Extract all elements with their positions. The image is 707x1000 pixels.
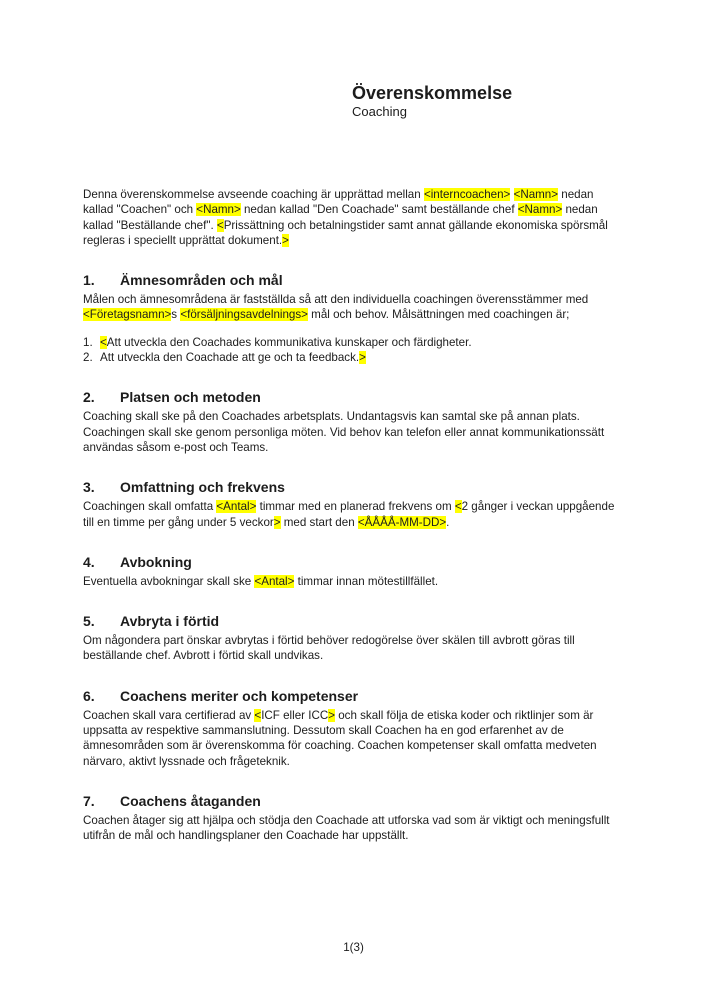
list-item bbox=[83, 335, 626, 350]
placeholder-highlight: > bbox=[282, 233, 289, 247]
text-run: Coachen åtager sig att hjälpa och stödja den Coachade att utforska vad som är viktigt och meningsfullt utifrån de mål och handlingsplaner den Coachade har uppställt. bbox=[83, 813, 610, 843]
page-footer bbox=[0, 940, 707, 955]
text-run: Prissättning och betalningstider samt annat gällande ekonomiska spörsmål regleras i speciellt upprättat dokument. bbox=[83, 218, 608, 247]
placeholder-highlight: > bbox=[328, 708, 335, 722]
placeholder-highlight: <Företagsnamn> bbox=[83, 308, 172, 322]
page-number: 1(3) bbox=[343, 941, 364, 954]
text-run: Coachingen skall omfatta bbox=[83, 500, 217, 514]
text-run: timmar med en planerad frekvens om bbox=[256, 500, 455, 514]
sections-container bbox=[83, 272, 626, 843]
section-heading bbox=[83, 554, 626, 571]
section-body bbox=[83, 708, 626, 769]
text-run: Om någondera part önskar avbrytas i förtid behöver redogörelse över skälen till avbrott göras till beställande chef. Avbrott i förtid skall undvikas. bbox=[83, 634, 575, 663]
document-header bbox=[83, 82, 626, 120]
section-title: Platsen och metoden bbox=[120, 389, 261, 406]
section-title: Avbokning bbox=[120, 553, 192, 570]
section-heading bbox=[83, 688, 626, 705]
list-item-text bbox=[100, 350, 626, 365]
section-heading bbox=[83, 613, 626, 630]
placeholder-highlight: <Namn> bbox=[517, 203, 563, 217]
text-run: nedan kallad "Den Coachade" samt beställande chef bbox=[240, 203, 518, 217]
placeholder-highlight: < bbox=[454, 500, 462, 514]
section-body bbox=[83, 409, 626, 455]
section-heading bbox=[83, 793, 626, 810]
text-run: Att utveckla den Coachades kommunikativa kunskaper och färdigheter. bbox=[106, 335, 472, 349]
agreement-section bbox=[83, 272, 626, 365]
text-run: Eventuella avbokningar skall ske bbox=[83, 574, 255, 588]
placeholder-highlight: <Antal> bbox=[254, 574, 295, 588]
document-subtitle: Coaching bbox=[352, 104, 407, 119]
placeholder-highlight: < bbox=[100, 335, 107, 349]
intro-paragraph bbox=[83, 187, 626, 248]
section-title: Coachens åtaganden bbox=[120, 792, 261, 809]
section-number: 1. bbox=[83, 272, 95, 289]
placeholder-highlight: > bbox=[359, 351, 366, 365]
text-run: s bbox=[171, 308, 181, 322]
text-run: och skall följa de etiska koder och riktlinjer som är uppsatta av respektive sammanslutning. Dessutom skall Coachen ha en god erfarenhet av de ämnesområden som är överenskomma för coaching. Coachen kompetenser skall omfatta medveten närvaro, aktivt lyssnade och frågeteknik. bbox=[83, 708, 597, 768]
placeholder-highlight: <Namn> bbox=[196, 203, 241, 217]
agreement-section bbox=[83, 688, 626, 769]
placeholder-highlight: <ÅÅÅÅ-MM-DD> bbox=[357, 515, 447, 529]
section-list bbox=[83, 335, 626, 366]
list-item-number: 1. bbox=[83, 335, 93, 349]
section-title: Ämnesområden och mål bbox=[120, 272, 283, 289]
text-run: . bbox=[446, 515, 450, 529]
placeholder-highlight: > bbox=[273, 515, 281, 529]
section-number: 4. bbox=[83, 553, 95, 570]
section-body bbox=[83, 813, 626, 844]
section-number: 7. bbox=[83, 792, 95, 809]
section-title: Avbryta i förtid bbox=[120, 613, 220, 630]
agreement-section bbox=[83, 479, 626, 530]
list-item bbox=[83, 350, 626, 365]
section-body bbox=[83, 633, 626, 664]
placeholder-highlight: <försäljningsavdelnings> bbox=[180, 308, 308, 322]
document-title: Överenskommelse bbox=[352, 83, 513, 103]
section-number: 6. bbox=[83, 687, 95, 704]
placeholder-highlight: <Namn> bbox=[513, 188, 559, 201]
text-run: nedan kallad "Beställande chef". bbox=[83, 203, 598, 232]
section-body bbox=[83, 292, 626, 323]
section-title: Omfattning och frekvens bbox=[120, 479, 285, 496]
text-run: nedan kallad "Coachen" och bbox=[83, 188, 594, 217]
text-run: 2 gånger i veckan uppgående till en timme per gång under 5 veckor bbox=[83, 500, 615, 529]
list-item-text bbox=[100, 335, 626, 350]
text-run: Denna överenskommelse avseende coaching är upprättad mellan bbox=[83, 188, 424, 201]
agreement-section bbox=[83, 793, 626, 844]
text-run: mål och behov. Målsättningen med coachingen är; bbox=[307, 308, 570, 322]
text-run: Coaching skall ske på den Coachades arbetsplats. Undantagsvis kan samtal ske på annan plats. Coachingen skall ske genom personliga möten. Vid behov kan telefon eller annat kommunikationssätt användas såsom e-post och Teams. bbox=[83, 410, 605, 454]
agreement-section bbox=[83, 554, 626, 589]
section-body bbox=[83, 574, 626, 589]
document-content bbox=[83, 0, 626, 844]
text-run: ICF eller ICC bbox=[261, 708, 329, 722]
placeholder-highlight: < bbox=[254, 708, 262, 722]
section-heading bbox=[83, 479, 626, 496]
agreement-section bbox=[83, 613, 626, 664]
agreement-section bbox=[83, 389, 626, 455]
section-heading bbox=[83, 272, 626, 289]
section-title: Coachens meriter och kompetenser bbox=[120, 687, 359, 704]
placeholder-highlight: < bbox=[216, 218, 224, 232]
section-number: 3. bbox=[83, 479, 95, 496]
text-run: Coachen skall vara certifierad av bbox=[83, 708, 255, 722]
placeholder-highlight: <interncoachen> bbox=[423, 188, 511, 201]
section-number: 5. bbox=[83, 613, 95, 630]
list-item-number: 2. bbox=[83, 351, 93, 365]
section-number: 2. bbox=[83, 389, 95, 406]
section-heading bbox=[83, 389, 626, 406]
text-run: Att utveckla den Coachade att ge och ta feedback. bbox=[100, 351, 360, 365]
text-run: med start den bbox=[280, 515, 358, 529]
text-run: Målen och ämnesområdena är fastställda så att den individuella coachingen överensstämmer med bbox=[83, 293, 589, 307]
placeholder-highlight: <Antal> bbox=[216, 500, 257, 514]
text-run: timmar innan mötestillfället. bbox=[294, 574, 439, 588]
section-body bbox=[83, 499, 626, 530]
